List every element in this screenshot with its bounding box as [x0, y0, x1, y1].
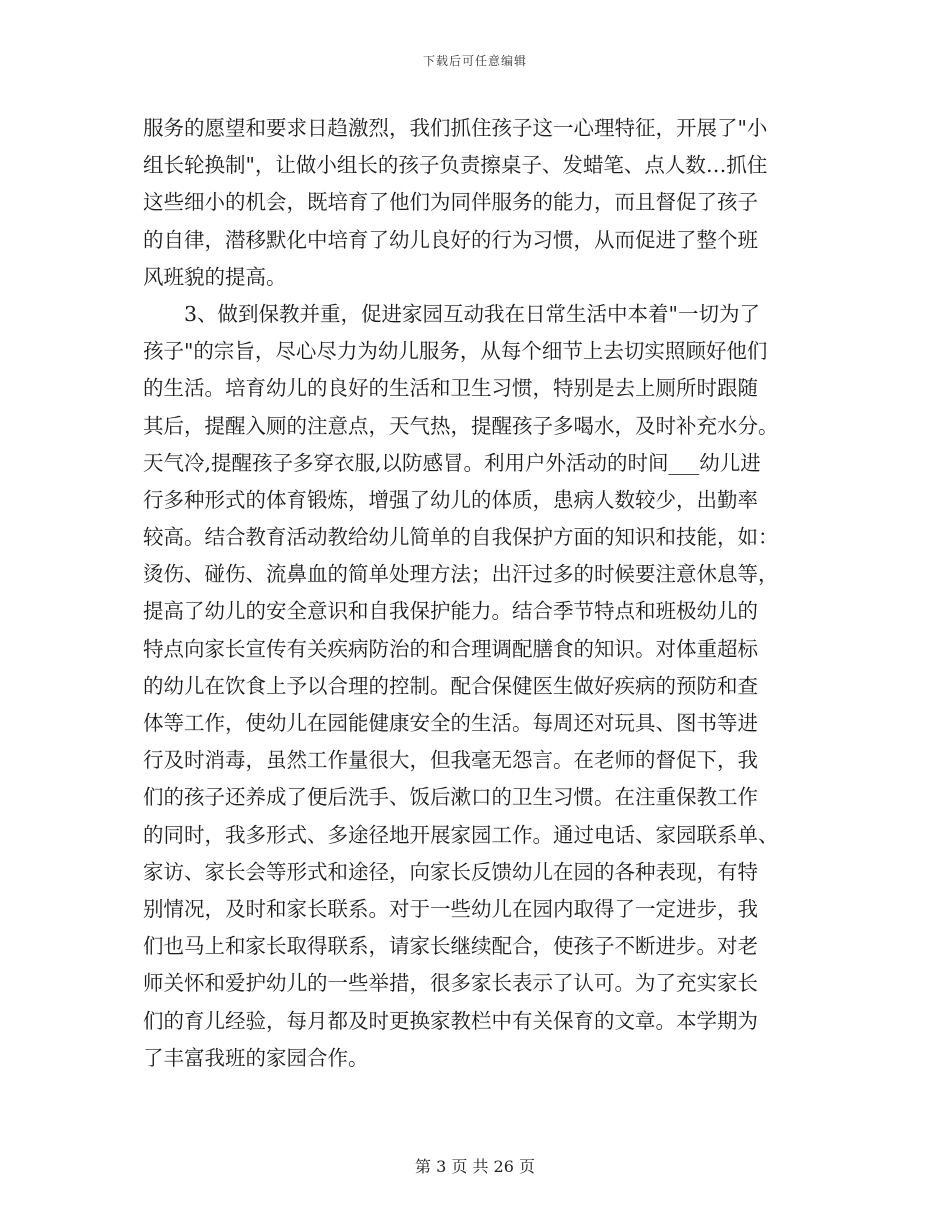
- body-line: 特点向家长宣传有关疾病防治的和合理调配膳食的知识。对体重超标: [143, 636, 758, 661]
- body-line: 提高了幼儿的安全意识和自我保护能力。结合季节特点和班极幼儿的: [143, 599, 758, 624]
- body-line: 们也马上和家长取得联系，请家长继续配合，使孩子不断进步。对老: [143, 934, 758, 959]
- body-line: 了丰富我班的家园合作。: [143, 1045, 369, 1070]
- body-line: 别情况，及时和家长联系。对于一些幼儿在园内取得了一定进步，我: [143, 896, 758, 921]
- body-line: 其后，提醒入厕的注意点，天气热，提醒孩子多喝水，及时补充水分。: [143, 413, 779, 438]
- body-line: 的同时，我多形式、多途径地开展家园工作。通过电话、家园联系单、: [143, 822, 779, 847]
- body-line: 行多种形式的体育锻炼，增强了幼儿的体质，患病人数较少，出勤率: [143, 487, 758, 512]
- page-footer: 第 3 页 共 26 页: [415, 1157, 535, 1176]
- page-header: 下载后可任意编辑: [422, 54, 527, 68]
- body-line: 体等工作，使幼儿在园能健康安全的生活。每周还对玩具、图书等进: [143, 711, 758, 735]
- body-line: 3、做到保教并重，促进家园互动我在日常生活中本着"一切为了: [143, 301, 760, 326]
- body-line: 组长轮换制"，让做小组长的孩子负责擦桌子、发蜡笔、点人数…抓住: [143, 153, 768, 178]
- body-line: 服务的愿望和要求日趋激烈，我们抓住孩子这一心理特征，开展了"小: [143, 116, 768, 140]
- body-line: 们的孩子还养成了便后洗手、饭后漱口的卫生习惯。在注重保教工作: [143, 785, 758, 810]
- body-line: 师关怀和爱护幼儿的一些举措，很多家长表示了认可。为了充实家长: [143, 971, 758, 996]
- body-line: 较高。结合教育活动教给幼儿简单的自我保护方面的知识和技能，如：: [143, 525, 779, 550]
- body-line: 行及时消毒，虽然工作量很大，但我毫无怨言。在老师的督促下，我: [143, 748, 758, 773]
- body-line: 天气冷,提醒孩子多穿衣服,以防感冒。利用户外活动的时间___幼儿进: [143, 450, 761, 475]
- body-line: 烫伤、碰伤、流鼻血的简单处理方法；出汗过多的时候要注意休息等，: [143, 562, 779, 587]
- body-line: 风班貌的提高。: [143, 264, 287, 289]
- body-line: 的自律，潜移默化中培育了幼儿良好的行为习惯，从而促进了整个班: [143, 227, 758, 252]
- body-line: 们的育儿经验，每月都及时更换家教栏中有关保育的文章。本学期为: [143, 1008, 758, 1033]
- body-line: 这些细小的机会，既培育了他们为同伴服务的能力，而且督促了孩子: [143, 190, 758, 215]
- body-line: 家访、家长会等形式和途径，向家长反馈幼儿在园的各种表现，有特: [143, 859, 758, 884]
- body-line: 的生活。培育幼儿的良好的生活和卫生习惯，特别是去上厕所时跟随: [143, 376, 758, 401]
- body-line: 孩子"的宗旨，尽心尽力为幼儿服务，从每个细节上去切实照顾好他们: [143, 339, 768, 364]
- document-body: [143, 110, 808, 1077]
- body-line: 的幼儿在饮食上予以合理的控制。配合保健医生做好疾病的预防和查: [143, 673, 758, 698]
